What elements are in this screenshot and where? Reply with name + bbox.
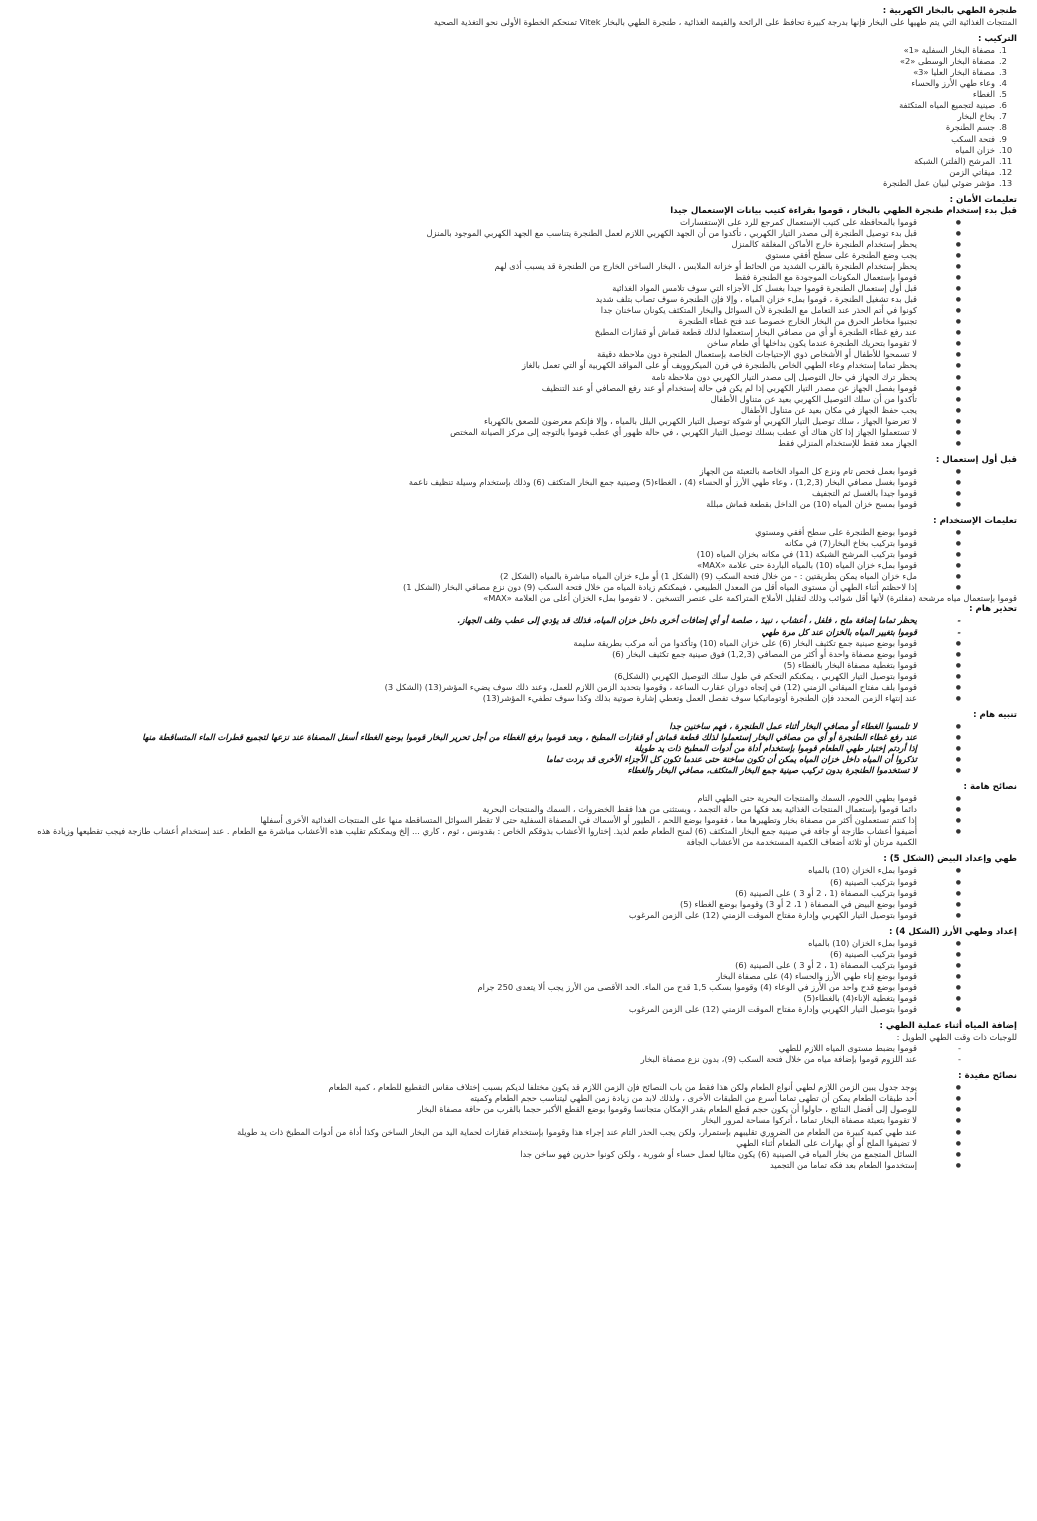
list-item: ● تأكدوا من أن سلك التوصيل الكهربي بعيد عن متناول الأطفال [14,394,917,405]
eggs-title: طهي وإعداد البيض (الشكل 5) : [883,854,1017,865]
part-item [14,89,1007,100]
list-item: ● قوموا بوضع صينية جمع تكثيف البخار (6) على خزان المياه (10) وتأكدوا من أنه مركب بطريقة سليمة [14,638,917,649]
usage-list [14,527,1017,593]
list-item: ● قوموا بالمحافظة على كتيب الإستعمال كمرجع للرد على الإستفسارات [14,217,917,228]
list-item: ● يحظر تماما إستخدام وعاء الطهي الخاص بالطنجرة في فرن الميكروويف أو على المواقد الكهربية أو التي تعمل بالغاز [14,360,917,371]
part-label: المرشح (الفلتر) الشبكة [914,155,995,166]
water-subtitle: للوجبات ذات وقت الطهي الطويل : [896,1032,1017,1043]
list-item: ● أضيفوا أعشاب طازجة أو جافة في صينية جمع البخار المتكثف (6) لمنح الطعام طعم لذيذ. إختاروا الأعشاب بذوقكم الخاص : بقدونس ، ثوم ، كاري ... إلخ ويمكنكم تقليب هذه الأعشاب مباشرة مع الطعام . عند إستخدام أعشاب طازجة فيجب تقطيعها وزيادة هذه الكمية مرتان أو ثلاثة أضعاف الكمية المستخدمة من الأعشاب الجافة [14,826,917,848]
list-item: ● السائل المتجمع من بخار المياه في الصينية (6) يكون مثاليا لعمل حساء أو شوربة ، ولكن كونوا حذرين فهو ساخن جدا [14,1149,917,1160]
part-item [14,45,1007,56]
list-item: ● يجب وضع الطنجرة على سطح أفقي مستوي [14,250,917,261]
useful-title: نصائح مفيدة : [958,1071,1017,1082]
list-item: ● قوموا بوضع البيض في المصفاة ( 1، 2 أو 3) وقوموا بوضع الغطاء (5) [14,899,917,910]
part-number: 5. [999,89,1007,100]
list-item: ● عند رفع غطاء الطنجرة أو أي من مصافي البخار إستعملوا لذلك قطعة قماش أو قفازات المطبخ ، وبعد قوموا برفع الغطاء من أجل تحرير البخار قوموا بوضع الغطاء أسفل المصفاة عند نزعها لتجميع قطرات الماء المتساقطة منها [14,732,917,743]
title-section [14,6,1017,28]
intro-text: المنتجات الغذائية التي يتم طهيها على البخار فإنها بدرجة كبيرة تحافظ على الرائحة والقيمة الغذائية ، طنجرة الطهي بالبخار Vitek تمنحكم الخطوة الأولى نحو التغذية الصحية [433,17,1017,28]
list-item: - قوموا بتغيير المياه بالخزان عند كل مرة طهي [14,627,917,638]
list-item: ● قوموا بتوصيل التيار الكهربي وإدارة مفتاح الموقت الزمني (12) على الزمن المرغوب [14,910,917,921]
part-label: وعاء طهي الأرز والحساء [911,78,995,89]
list-item: ● للوصول إلى أفضل النتائج ، حاولوا أن يكون حجم قطع الطعام بقدر الإمكان متجانسا وقوموا بوضع القطع الأكبر حجما بالقرب من حافة مصفاة البخار [14,1104,917,1115]
warning1-list [14,615,1017,637]
list-item: ● يوجد جدول يبين الزمن اللازم لطهي أنواع الطعام ولكن هذا فقط من باب النصائح فإن الزمن اللازم قد يكون مختلفا لديكم بسبب إختلاف مقاس التقطيع للطعام ، كمية الطعام [14,1082,917,1093]
list-item: - قوموا بضبط مستوى المياه اللازم للطهي [14,1043,917,1054]
part-number: 8. [999,122,1007,133]
list-item: ● قوموا بمسح خزان المياه (10) من الداخل بقطعة قماش مبللة [14,499,917,510]
part-label: الغطاء [972,89,995,100]
list-item: ● لا تقوموا بتحريك الطنجرة عندما يكون بداخلها أي طعام ساخن [14,338,917,349]
part-number: 11. [999,155,1013,166]
list-item: ● إذا كنتم تستعملون أكثر من مصفاة بخار وتطهيرها معا ، فقوموا بوضع اللحم ، الطيور أو الأسماك في المصفاة السفلية حتى لا تقطر السوائل المتساقطة منها على المنتجات الغذائية الأخرى أسفلها [14,815,917,826]
part-item [14,133,1007,145]
tips-section [14,782,1017,848]
first-use-title: قبل أول إستعمال : [935,454,1017,465]
list-item: ● قوموا بملء خزان المياه (10) بالمياه الباردة حتى علامة «MAX» [14,560,917,571]
part-number: 12. [999,166,1013,177]
usage2-list [14,638,1017,704]
list-item: ● لا تلمسوا الغطاء أو مصافي البخار أثناء عمل الطنجرة ، فهم ساخنين جدا [14,721,917,732]
safety-list [14,217,1017,449]
warning2-title: تنبيه هام : [973,709,1017,720]
part-label: مصفاة البخار السفلية «1» [903,45,995,56]
list-item: ● قوموا بتوصيل التيار الكهربي وإدارة مفتاح الموقت الزمني (12) على الزمن المرغوب [14,1004,917,1015]
list-item: ● قوموا بوضع إناء طهي الأرز والحساء (4) على مصفاة البخار [14,971,917,982]
parts-list [14,45,1017,189]
list-item: ● إذا لاحظتم أثناء الطهي أن مستوى المياه أقل من المعدل الطبيعي ، فيمكنكم زيادة المياه من خلال فتحة السكب (9) دون نزع مصافي البخار (الشكل 1) [14,582,917,593]
part-number: 7. [999,111,1007,122]
list-item: ● الجهاز معد فقط للإستخدام المنزلي فقط [14,438,917,449]
part-label: جسم الطنجرة [945,122,995,133]
list-item: ● عند رفع غطاء الطنجرة أو أي من مصافي البخار إستعملوا لذلك قطعة قماش أو قفازات المطبخ [14,327,917,338]
part-item [14,78,1007,89]
list-item: ● أحد طبقات الطعام يمكن أن تطهى تماما أسرع من الطبقات الأخرى ، ولذلك لابد من زيادة زمن الطهي ليتناسب حجم الطعام وكميته [14,1093,917,1104]
part-item [14,166,1013,178]
first-use-list [14,466,1017,510]
part-item [14,122,1007,133]
first-use-section [14,455,1017,510]
part-number: 6. [999,100,1007,111]
list-item: ● قوموا بتركيب المصفاة (1 ، 2 أو 3 ) على الصينية (6) [14,960,917,971]
part-number: 1. [999,45,1007,56]
safety-section [14,195,1017,449]
part-label: صينية لتجميع المياه المتكثفة [899,100,995,111]
list-item: - عند اللزوم قوموا بإضافة مياه من خلال فتحة السكب (9)، بدون نزع مصفاة البخار [14,1054,917,1065]
list-item: ● دائما قوموا بإستعمال المنتجات الغذائية بعد فكها من حالة التجمد ، ويستثنى من هذا فقط الخضروات ، السمك والمنتجات البحرية [14,804,917,815]
list-item: ● إستخدموا الطعام بعد فكه تماما من التجميد [14,1160,917,1171]
rice-section [14,927,1017,1015]
useful-list [14,1082,1017,1170]
list-item: ● تذكروا أن المياه داخل خزان المياه يمكن أن تكون ساخنة حتى عندما تكون كل الأجزاء الأخرى قد بردت تماما [14,754,917,765]
part-label: فتحة السكب [951,133,995,144]
list-item: ● يجب حفظ الجهاز في مكان بعيد عن متناول الأطفال [14,405,917,416]
list-item: ● يحظر ترك الجهاز في حال التوصيل إلى مصدر التيار الكهربي دون ملاحظة تامة [14,372,917,383]
tips-title: نصائح هامة : [963,782,1017,793]
list-item: ● كونوا في أتم الحذر عند التعامل مع الطنجرة لأن السوائل والبخار المتكثف يكونان ساخنان جدا [14,305,917,316]
part-label: ميقاتي الزمن [949,166,995,177]
list-item: ● قوموا بملء الخزان (10) بالمياه [14,865,917,876]
safety-subtitle: قبل بدء إستخدام طنجرة الطهي بالبخار ، قوموا بقراءة كتيب بيانات الإستعمال جيدا [670,205,1017,216]
list-item: ● قوموا بتركيب المرشح الشبكة (11) في مكانه بخزان المياه (10) [14,549,917,560]
useful-section [14,1071,1017,1170]
eggs-section [14,854,1017,920]
list-item: ● عند إنتهاء الزمن المحدد فإن الطنجرة أوتوماتيكيا سوف تفصل العمل وتعطي إشارة صوتية بذلك وكذا سوف تطفيء المؤشر(13) [14,693,917,704]
part-item [14,111,1007,122]
list-item: ● قوموا بعمل فحص تام ونزع كل المواد الخاصة بالتعبئة من الجهاز [14,466,917,477]
warning1-title: تحذير هام : [969,604,1017,615]
list-item: ● قوموا بفصل الجهاز عن مصدر التيار الكهربي إذا لم يكن في حالة إستخدام أو عند رفع المصافي أو عند التنظيف [14,383,917,394]
usage-title: تعليمات الإستخدام : [933,516,1017,527]
rice-list [14,938,1017,1015]
list-item: ● قوموا بتركيب بخاخ البخار(7) في مكانه [14,538,917,549]
part-item [14,155,1013,167]
list-item: ● يحظر إستخدام الطنجرة بالقرب الشديد من الحائط أو خزانة الملابس ، البخار الساخن الخارج من الطنجرة قد يسبب أذى لهم [14,261,917,272]
part-label: مؤشر ضوئي لبيان عمل الطنجرة [883,177,995,188]
part-label: بخاخ البخار [957,111,995,122]
part-item [14,56,1007,67]
usage-note: قوموا بإستعمال مياه مرشحة (مفلترة) لأنها أقل شوائب وذلك لتقليل الأملاح المتراكمة على عنصر التسخين . لا تقوموا بملء الخزان أعلى من العلامة «MAX» [483,593,1017,604]
usage-section [14,516,1017,704]
list-item: ● قبل أول إستعمال الطنجرة قوموا جيدا بغسل كل الأجزاء التي سوف تلامس المواد الغذائية [14,283,917,294]
list-item: ● قبل بدء تشغيل الطنجرة ، قوموا بملء خزان المياه ، وإلا فإن الطنجرة سوف تصاب بتلف شديد [14,294,917,305]
list-item: ● لا تسمحوا للأطفال أو الأشخاص ذوي الإحتياجات الخاصة بإستعمال الطنجرة دون ملاحظة دقيقة [14,349,917,360]
list-item: ● قوموا بتوصيل التيار الكهربي ، يمكنكم التحكم في طول سلك التوصيل الكهربي (الشكل6) [14,671,917,682]
list-item: ● يحظر إستخدام الطنجرة خارج الأماكن المغلقة كالمنزل [14,239,917,250]
list-item: ● قوموا بطهي اللحوم، السمك والمنتجات البحرية حتى الطهي التام [14,793,917,804]
list-item: - يحظر تماما إضافة ملح ، فلفل ، أعشاب ، نبيذ ، صلصة أو أي إضافات أخرى داخل خزان المياه، فذلك قد يؤدي إلى عطب وتلف الجهاز. [14,615,917,626]
list-item: ● قوموا بوضع قدح واحد من الأرز في الوعاء (4) وقوموا بسكب 1,5 قدح من الماء. الحد الأقصى من الأرز يجب ألا يتعدى 250 جرام [14,982,917,993]
list-item: ● قوموا بإستعمال المكونات الموجودة مع الطنجرة فقط [14,272,917,283]
list-item: ● تجنبوا مخاطر الحرق من البخار الخارج خصوصا عند فتح غطاء الطنجرة [14,316,917,327]
tips-list [14,793,1017,848]
part-item [14,144,1013,156]
water-section [14,1021,1017,1065]
list-item: ● عند طهي كمية كبيرة من الطعام من الضروري تقليبهم بإستمرار، ولكن يجب الحذر التام عند إجراء هذا وقوموا بإستخدام قفازات لحماية اليد من البخار الساخن وكذا أداة من أدوات المطبخ ذات يد طويلة [14,1127,917,1138]
list-item: ● قوموا بتركيب المصفاة (1 ، 2 أو 3 ) على الصينية (6) [14,888,917,899]
list-item: ● لا تعرضوا الجهاز ، سلك توصيل التيار الكهربي أو شوكة توصيل التيار الكهربي البلل بالمياه ، وإلا فإنكم معرضون للصعق بالكهرباء [14,416,917,427]
list-item: ● لا تستعملوا الجهاز إذا كان هناك أي عطب بسلك توصيل التيار الكهربي ، في حالة ظهور أي عطب قوموا بالتوجه إلى مركز الصيانة المختص [14,427,917,438]
eggs-list [14,865,1017,920]
safety-title: تعليمات الأمان : [949,194,1017,205]
list-item: ● قوموا بوضع مصفاة واحدة أو أكثر من المصافي (1,2,3) فوق صينية جمع تكثيف البخار (6) [14,649,917,660]
page-title: طنجرة الطهي بالبخار الكهربية : [882,6,1017,16]
rice-title: إعداد وطهي الأرز (الشكل 4) : [888,926,1017,937]
list-item: ● لا تضيفوا الملح أو أي بهارات على الطعام أثناء الطهي [14,1138,917,1149]
list-item: ● قوموا بوضع الطنجرة على سطح أفقي ومستوي [14,527,917,538]
part-item [14,67,1007,78]
list-item: ● قوموا بتركيب الصينية (6) [14,877,917,888]
list-item: ● قبل بدء توصيل الطنجرة إلى مصدر التيار الكهربي ، تأكدوا من أن الجهد الكهربي اللازم لعمل الطنجرة يتناسب مع الجهد الكهربي الموجود بالمنزل [14,228,917,239]
list-item: ● لا تقوموا بتعبئة مصفاة البخار تماما ، أتركوا مساحة لمرور البخار [14,1115,917,1126]
warning2-section [14,710,1017,776]
list-item: ● إذا أردتم إختبار طهي الطعام قوموا بإستخدام أداة من أدوات المطبخ ذات يد طويلة [14,743,917,754]
warning2-list [14,721,1017,776]
list-item: ● ملء خزان المياه يمكن بطريقتين : - من خلال فتحة السكب (9) (الشكل 1) أو ملء خزان المياه مباشرة بالمياه (الشكل 2) [14,571,917,582]
list-item: ● قوموا بلف مفتاح الميقاتي الزمني (12) في إتجاه دوران عقارب الساعة ، وقوموا بتحديد الزمن اللازم للعمل، وعند ذلك سوف يضيء المؤشر(13) (الشكل 3) [14,682,917,693]
list-item: ● قوموا بتركيب الصينية (6) [14,949,917,960]
part-label: مصفاة البخار العليا «3» [913,67,995,78]
part-number: 9. [999,133,1007,144]
part-number: 13. [999,177,1013,188]
list-item: ● قوموا بتغطية مصفاة البخار بالغطاء (5) [14,660,917,671]
part-item [14,177,1013,189]
part-item [14,100,1007,111]
water-list [14,1043,1017,1065]
list-item: ● لا تستخدموا الطنجرة بدون تركيب صينية جمع البخار المتكثف، مصافي البخار والغطاء [14,765,917,776]
list-item: ● قوموا بملء الخزان (10) بالمياه [14,938,917,949]
list-item: ● قوموا بتغطية الإناء(4) بالغطاء(5) [14,993,917,1004]
list-item: ● قوموا بغسل مصافي البخار (1,2,3) ، وعاء طهي الأرز أو الحساء (4) ، الغطاء(5) وصينية جمع البخار المتكثف (6) وذلك بإستخدام وسيلة تنظيف ناعمة [14,477,917,488]
part-number: 2. [999,56,1007,67]
list-item: ● قوموا جيدا بالغسل ثم التجفيف [14,488,917,499]
part-label: مصفاة البخار الوسطى «2» [899,56,995,67]
part-number: 4. [999,78,1007,89]
part-label: خزان المياه [955,144,995,155]
part-number: 3. [999,67,1007,78]
part-number: 10. [999,144,1013,155]
parts-section [14,34,1017,189]
parts-title: التركيب : [977,34,1017,45]
water-title: إضافة المياه أثناء عملية الطهي : [879,1021,1017,1032]
